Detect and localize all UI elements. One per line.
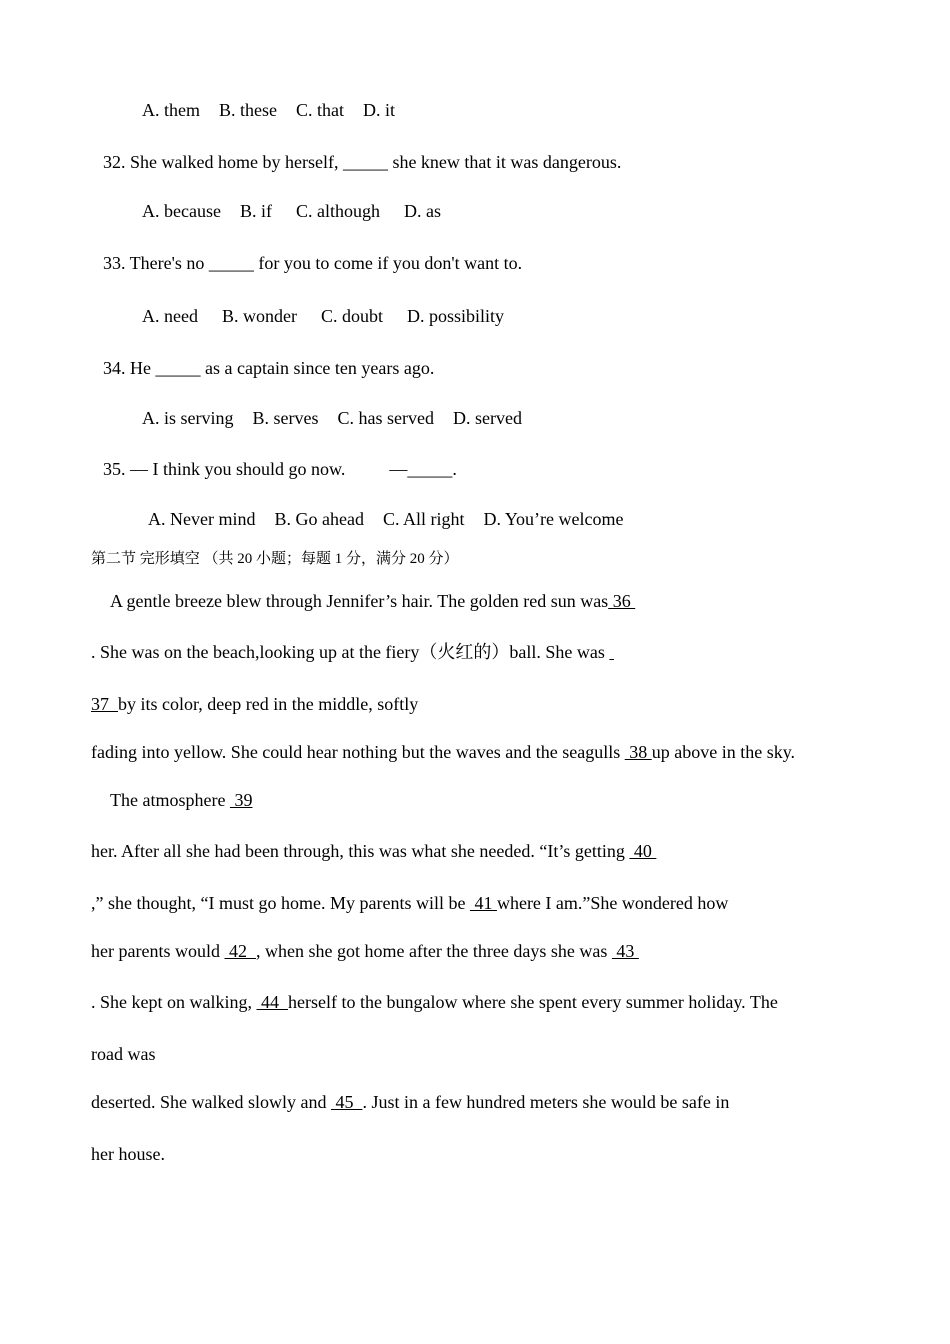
passage-line-2 (91, 641, 614, 663)
passage-line-9 (91, 991, 778, 1013)
blank-38: 38 (624, 742, 652, 762)
q35-stem (103, 458, 457, 480)
q32-option-d: D. as (403, 201, 441, 221)
passage-line-10: road was (91, 1044, 156, 1064)
q33-option-a: A. need (142, 306, 198, 326)
passage-line-7 (91, 892, 728, 914)
passage-text: where I am.”She wondered how (496, 893, 729, 913)
passage-text: up above in the sky. (651, 742, 796, 762)
passage-line-8 (91, 940, 639, 962)
q33-option-c: C. doubt (320, 306, 383, 326)
q35-option-a: A. Never mind (148, 509, 256, 529)
passage-text: The atmosphere (110, 790, 230, 810)
q32-option-c: C. although (295, 201, 380, 221)
q34-option-a: A. is serving (142, 408, 234, 428)
passage-text: fading into yellow. She could hear nothing but the waves and the seagulls (91, 742, 625, 762)
q33-option-b: B. wonder (221, 306, 297, 326)
q33-stem: 33. There's no _____ for you to come if you don't want to. (103, 253, 523, 273)
passage-text: . She was on the beach,looking up at the fiery（火红的）ball. She was (91, 642, 610, 662)
q32-option-b: B. if (239, 201, 272, 221)
passage-text: her parents would (91, 941, 225, 961)
blank-45: 45 (330, 1092, 363, 1112)
q34-option-b: B. serves (252, 408, 319, 428)
blank-40: 40 (629, 841, 657, 861)
passage-text: herself to the bungalow where she spent every summer holiday. The (287, 992, 778, 1012)
q31-option-d: D. it (363, 100, 396, 120)
passage-text: , when she got home after the three days she was (255, 941, 612, 961)
passage-line-11 (91, 1091, 729, 1113)
blank-37-start (609, 642, 614, 662)
q35-option-c: C. All right (382, 509, 465, 529)
q33-options (142, 305, 504, 327)
passage-text: deserted. She walked slowly and (91, 1092, 331, 1112)
blank-43: 43 (611, 941, 639, 961)
blank-39: 39 (229, 790, 253, 810)
q34-option-c: C. has served (337, 408, 434, 428)
blank-42: 42 (224, 941, 256, 961)
q35-option-b: B. Go ahead (274, 509, 364, 529)
passage-text: by its color, deep red in the middle, softly (118, 694, 419, 714)
passage-text: . Just in a few hundred meters she would be safe in (362, 1092, 730, 1112)
blank-37: 37 (91, 694, 118, 714)
q31-option-a: A. them (142, 100, 200, 120)
passage-text: ,” she thought, “I must go home. My parents will be (91, 893, 470, 913)
passage-line-12: her house. (91, 1144, 165, 1164)
q34-options (142, 407, 522, 429)
blank-44: 44 (256, 992, 288, 1012)
section-header: 第二节 完形填空 （共 20 小题；每题 1 分，满分 20 分） (91, 551, 459, 567)
q32-options (142, 200, 441, 222)
passage-text: A gentle breeze blew through Jennifer’s hair. The golden red sun was (110, 591, 609, 611)
passage-text: . She kept on walking, (91, 992, 257, 1012)
passage-line-3 (91, 693, 418, 715)
blank-36: 36 (608, 591, 636, 611)
q31-option-c: C. that (296, 100, 344, 120)
passage-line-1 (110, 590, 635, 612)
q32-stem: 32. She walked home by herself, _____ she knew that it was dangerous. (103, 152, 622, 172)
q34-option-d: D. served (452, 408, 522, 428)
q31-options (142, 99, 395, 121)
q35-stem-reply: —_____. (389, 459, 457, 479)
passage-line-5 (110, 789, 252, 811)
q34-stem: 34. He _____ as a captain since ten years ago. (103, 358, 435, 378)
q35-option-d: D. You’re welcome (483, 509, 624, 529)
passage-line-6 (91, 840, 656, 862)
q35-options (148, 508, 623, 530)
passage-text: her. After all she had been through, this was what she needed. “It’s getting (91, 841, 630, 861)
blank-41: 41 (469, 893, 497, 913)
passage-line-4 (91, 741, 795, 763)
q33-option-d: D. possibility (407, 306, 505, 326)
q31-option-b: B. these (219, 100, 277, 120)
q35-stem-prompt: 35. — I think you should go now. (103, 459, 346, 479)
q32-option-a: A. because (142, 201, 221, 221)
